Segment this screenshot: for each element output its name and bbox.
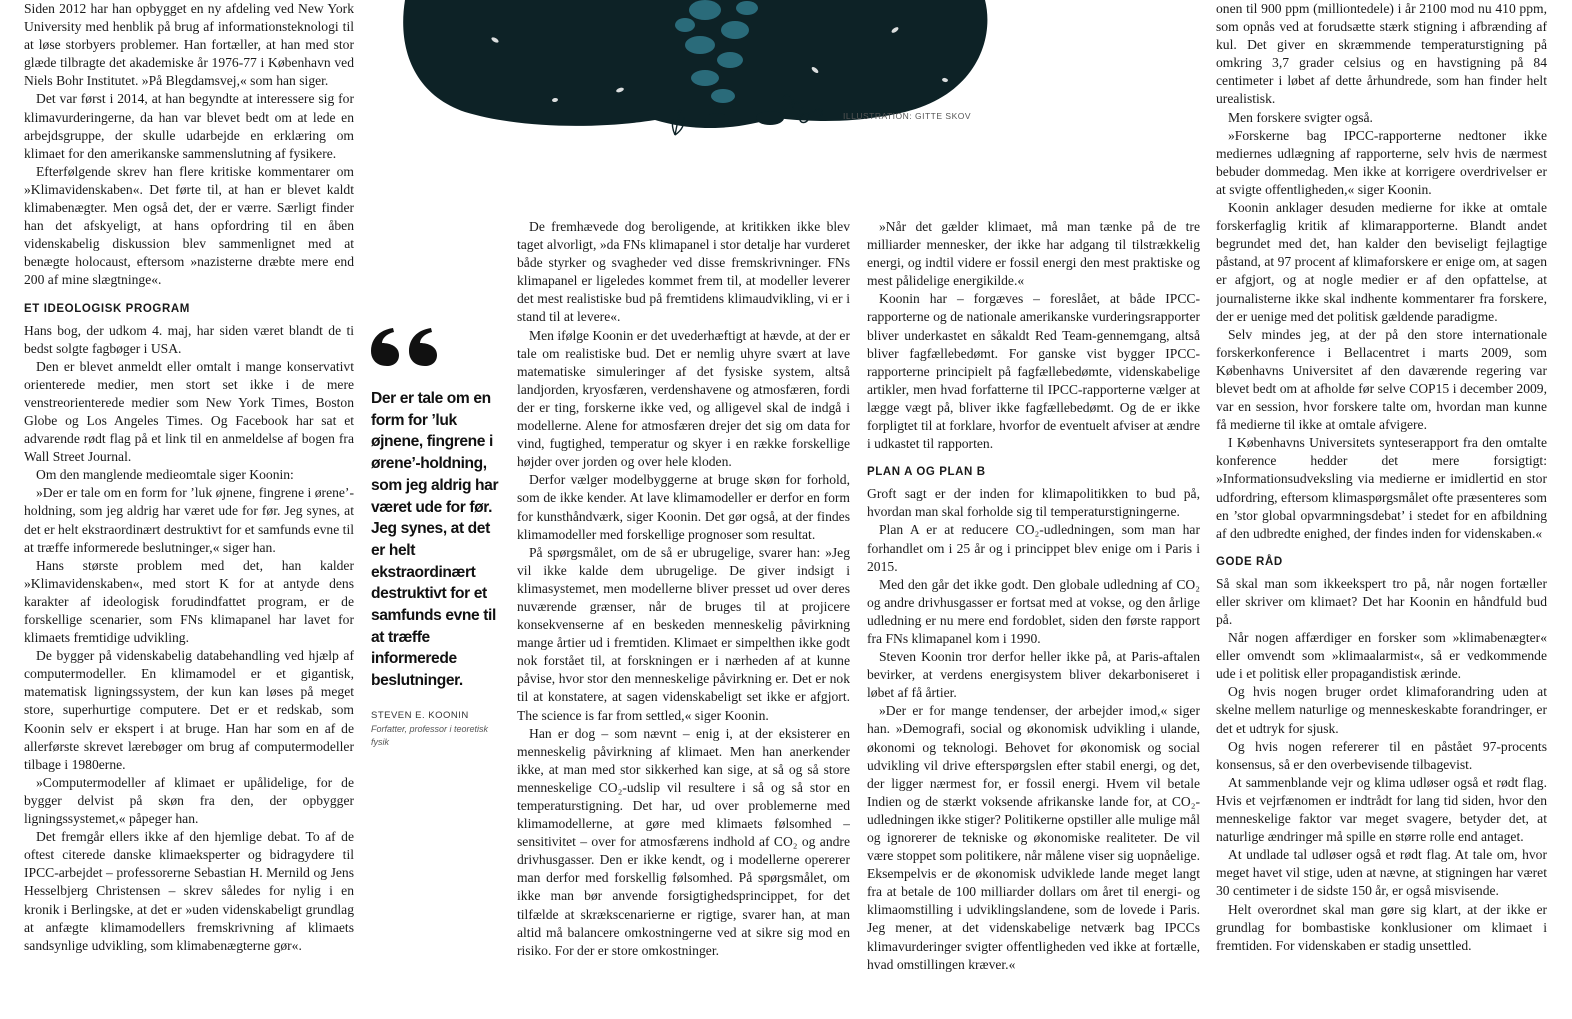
paragraph: Koonin anklager desuden medierne for ikke at omtale forskerfaglig kritik af klimarapporterne. Blandt andet begrundet med det, han kalder den beviseligt fejlagtige påstand, at 97 procent af klimaforskere er enige om, at sagen er afgjort, og at nogle medier er af den opfattelse, at journalisterne ikke skal indhente kommentarer fra forskere, der er uenige med det politisk gældende paradigme.: [1216, 200, 1547, 324]
paragraph: I Københavns Universitets synteserapport fra den omtalte konference hedder det mere forsigtigt: »Informationsudveksling via medierne er imidlertid en stor udfordring, eftersom klimaspørgsmålet ofte præsenteres som en ’stor global opvarmningsdebat’ i stedet for en afbildning af den udbredte enighed, der findes inden for videnskaben.«: [1216, 435, 1547, 541]
paragraph: »Når det gælder klimaet, må man tænke på de tre milliarder mennesker, der ikke har adgang til tilstrækkelig energi, og indtil videre er fossil energi den mest praktiske og mest pålidelige energikilde.«: [867, 219, 1200, 289]
paragraph: »Der er for mange tendenser, der arbejder imod,« siger han. »Demografi, social og økonomisk udvikling i ulande, økonomi og teknologi. Behovet for økonomisk og social udvikling vil drive efterspørgslen efter stabil energi, og det, der ligger nærmest for, er fossil energi. Hvem vil betale Indien og de stærkt voksende afrikanske lande for, at CO₂-udledningen ikke stiger? Politikerne opstiller alle mulige mål og ignorerer de tekniske og økonomiske realiteter. De vil være stoppet som politikere, når målene viser sig uopnåelige. Eksempelvis er de økonomisk udviklede lande meget langt fra at betale de 100 milliarder dollars om året til energi- og klimaomstilling i udviklingslandene, som de lovede i Paris. Jeg mener, at det videnskabelige netværk bag IPCCs klimavurderinger svigter offentligheden ved ikke at fortælle, hvad omstillingen kræver.«: [867, 703, 1200, 972]
illustration-credit: ILLUSTRATION: GITTE SKOV: [843, 111, 972, 121]
paragraph: Med den går det ikke godt. Den globale udledning af CO₂ og andre drivhusgasser er fortsat med at vokse, og den årlige udledning er nu mere end fordoblet, siden den første rapport fra FNs klimapanel kom i 1990.: [867, 576, 1200, 646]
paragraph: Han er dog – som nævnt – enig i, at der eksisterer en menneskelig påvirkning af klimaet. Men han anerkender ikke, at man med stor sikkerhed kan sige, at så og så store menneskelige CO₂-udslip vil resultere i så og så stor en temperaturstigning. Det har, ud over problemerne med klimamodellerne, at gøre med klimaets følsomhed – sensitivitet – over for atmosfærens indhold af CO₂ og andre drivhusgasser. Den er ikke kendt, og i modellerne opererer man derfor med forskellig følsomhed. På spørgsmålet, om ikke man bør anvende forsigtighedsprincippet, for det tilfælde at skrækscenarierne er rigtige, svarer han, at man altid må balancere omkostningerne ved at sikre sig mod en risiko. For der er store omkostninger.: [517, 725, 850, 958]
paragraph: Efterfølgende skrev han flere kritiske kommentarer om »Klimavidenskaben«. Det førte til, at han er blevet kaldt klimabenægter. Men også det, der er værre. Særligt finder han det afskyeligt, at hans opfordring til en åben videnskabelig diskussion blev sammenlignet med at benægte holocaust, eftersom »nazisterne dræbte mere end 200 af mine slægtninge«.: [24, 163, 354, 288]
section-heading: ET IDEOLOGISK PROGRAM: [24, 302, 190, 315]
paragraph: Den er blevet anmeldt eller omtalt i mange konservativt orienterede medier, men stort set ikke i de mere venstreorienterede medier som New York Times, Boston Globe og Los Angeles Times. Og Facebook har sat et advarende rødt flag på et link til en anmeldelse af bogen fra Wall Street Journal.: [24, 358, 354, 465]
pull-quote-text: Der er tale om en form for ’luk øjnene, fingrene i ørene’-holdning, som jeg aldrig har været ude for før. Jeg synes, at det er helt ekstraordinært destruktivt for et samfunds evne til at træffe informerede beslutninger.: [371, 390, 499, 690]
pull-quote: [371, 326, 501, 749]
paragraph: De fremhævede dog beroligende, at kritikken ikke blev taget alvorligt, »da FNs klimapanel i stor detalje har vurderet både styrker og svagheder ved disse fremskrivninger. FNs klimapanel er ligeledes kommet frem til, at modeller leverer det mest realistiske bud på fremtidens klimaudvikling, vi er i stand til at levere«.: [517, 219, 850, 325]
paragraph: Plan A er at reducere CO₂-udledningen, som man har forhandlet om i 25 år og i princippet blev enige om i Paris i 2015.: [867, 522, 1200, 574]
quote-mark-icon: [371, 326, 439, 368]
paragraph: Selv mindes jeg, at der på den store internationale forskerkonference i Bellacentret i marts 2009, som Københavns Universitet af den daværende regering var blevet bedt om at afholde før selve COP15 i december 2009, var en session, hvor forskere talte om, hvordan man kunne få medierne til ikke at omtale afvigere.: [1216, 326, 1547, 433]
paragraph: »Der er tale om en form for ’luk øjnene, fingrene i ørene’-holdning, som jeg aldrig har været ude for før. Jeg synes, at det er helt ekstraordinært destruktivt for et samfunds evne til at træffe informerede beslutninger,« siger han.: [24, 485, 354, 555]
paragraph: »Forskerne bag IPCC-rapporterne nedtoner ikke mediernes udlægning af rapporterne, selv hvis de nærmest bebuder dommedag. Men ikke at korrigere overdrivelser er at svigte offentligheden,« siger Koonin.: [1216, 127, 1547, 197]
article-column-1: [24, 0, 354, 1019]
paragraph: Groft sagt er der inden for klimapolitikken to bud på, hvordan man skal forholde sig til temperaturstigningerne.: [867, 486, 1200, 520]
paragraph: Om den manglende medieomtale siger Koonin:: [36, 467, 294, 483]
paragraph: Og hvis nogen bruger ordet klimaforandring uden at skelne mellem naturlige og menneskeskabte forandringer, er det et udtryk for sjusk.: [1216, 684, 1547, 736]
paragraph: Det var først i 2014, at han begyndte at interessere sig for klimavurderingerne, da han var blevet bedt om at lede en arbejdsgruppe, der skulle udarbejde en erklæring om klimaet for den amerikanske sammenslutning af fysikere.: [24, 91, 354, 161]
article-column-5: [1216, 0, 1547, 1019]
paragraph: Hans største problem med det, han kalder »Klimavidenskaben«, med stort K for at antyde dens karakter af ideologisk forudindfattet program, er de forskellige scenarier, som FNs klimapanel har lavet for klimaets fremtidige udvikling.: [24, 557, 354, 646]
paragraph: Men forskere svigter også.: [1228, 109, 1373, 125]
paragraph: De bygger på videnskabelig databehandling ved hjælp af computermodeller. En klimamodel er et gigantisk, matematisk ligningssystem, der kun kan løses på meget store, superhurtige computere. Det er et redskab, som Koonin selv er ekspert i at bruge. Han har som en af de allerførste skrevet lærebøger om brug af computermodeller tilbage i 1980erne.: [24, 648, 354, 772]
paragraph: Steven Koonin tror derfor heller ikke på, at Paris-aftalen bevirker, at verdens energisystem bliver dekarboniseret i løbet af få årtier.: [867, 649, 1200, 701]
article-column-4: [867, 218, 1200, 1019]
paragraph: Når nogen affærdiger en forsker som »klimabenægter« eller omvendt som »klimaalarmist«, så er vedkommende ude i et politisk eller propagandistisk ærinde.: [1216, 630, 1547, 682]
paragraph: Det fremgår ellers ikke af den hjemlige debat. To af de oftest citerede danske klimaeksperter og bidragydere til IPCC-arbejdet – professorerne Sebastian H. Mernild og Jens Hesselbjerg Christensen – skrev således for nylig i en kronik i Berlingske, at det er »uden videnskabeligt grundlag at anfægte klimamodellers fremskrivning af klimaets sandsynlige udvikling, som klimabenægterne gør«.: [24, 829, 354, 953]
paragraph: Helt overordnet skal man gøre sig klart, at der ikke er grundlag for bombastiske konklusioner om klimaet i fremtiden. For videnskaben er stadig unsettled.: [1216, 901, 1547, 953]
pull-quote-role: Forfatter, professor i teoretisk fysik: [371, 723, 489, 747]
illustration-graphic: [375, 0, 1015, 145]
paragraph: På spørgsmålet, om de så er ubrugelige, svarer han: »Jeg vil ikke kalde dem ubrugelige. De giver indsigt i klimasystemet, men modellerne bliver presset ud over deres nuværende grænser, når de bruges til at projicere konsekvenserne af en beskeden menneskelig påvirkning mange årtier ud i fremtiden. Klimaet er simpelthen ikke godt nok forstået til, at forskningen er i nærheden af at kunne påvise, hvor stor den menneskelige påvirkning er. Det er nok til at konstatere, at sagen videnskabeligt set ikke er afgjort. The science is far from settled,« siger Koonin.: [517, 544, 850, 723]
paragraph: Derfor vælger modelbyggerne at bruge skøn for forhold, som de ikke kender. At lave klimamodeller er derfor en form for kunsthåndværk, siger Koonin. Det gør også, at der findes klimamodeller med forskellige prognoser som resultat.: [517, 472, 850, 542]
section-heading: PLAN A OG PLAN B: [867, 466, 986, 479]
illustration: [375, 0, 1015, 145]
paragraph: Og hvis nogen refererer til en påstået 97-procents konsensus, så er den overbevisende tilbagevist.: [1216, 738, 1547, 772]
pull-quote-author: STEVEN E. KOONIN: [371, 709, 469, 721]
paragraph: Så skal man som ikkeekspert tro på, når nogen fortæller eller skriver om klimaet? Det har Koonin en håndfuld bud på.: [1216, 575, 1547, 627]
paragraph: »Computermodeller af klimaet er upålidelige, for de bygger delvist på skøn fra den, der opbygger ligningssystemet,« påpeger han.: [24, 774, 354, 827]
paragraph: At sammenblande vejr og klima udløser også et rødt flag. Hvis et vejrfænomen er indtrådt for lang tid siden, hvor den menneskelige faktor var meget svagere, betyder det, at naturlige ændringer må spille en større rolle end antaget.: [1216, 774, 1547, 845]
section-heading: GODE RÅD: [1216, 555, 1283, 568]
paragraph: Men ifølge Koonin er det uvederhæftigt at hævde, at der er tale om realistiske bud. Det er nemlig uhyre svært at lave matematiske simuleringer af det fysiske system, altså landjorden, kryosfæren, verdenshavene og atmosfæren, fordi der er ting, forskerne ikke ved, og alligevel skal de indgå i modellerne. Alene for atmosfæren drejer det sig om data for vind, fugtighed, temperatur og skyer i en række forskellige højder over jorden og over hele kloden.: [517, 327, 850, 470]
paragraph: Siden 2012 har han opbygget en ny afdeling ved New York University med henblik på brug af informationsteknologi til at løse storbyers problemer. Han fortæller, at han med stor glæde tilbragte det akademiske år 1976-77 i København ved Niels Bohr Institutet. »På Blegdamsvej,« som han siger.: [24, 1, 354, 89]
article-column-3: [517, 218, 850, 1019]
paragraph: Koonin har – forgæves – foreslået, at både IPCC-rapporterne og de nationale amerikanske vurderingsrapporter bliver underkastet en såkaldt Red Team-gennemgang, altså bliver fagfællebedømt. For ganske vist bygger IPCC-rapporterne principielt på fagfællebedømte, videnskabelige artikler, men hvad forfatterne til IPCC-rapporterne vælger at lægge vægt på, bliver ikke fagfællebedømt. Og de er ikke forpligtet til at forklare, hvorfor de eventuelt afviser at ændre i udkastet til rapporten.: [867, 291, 1200, 452]
paragraph: Hans bog, der udkom 4. maj, har siden været blandt de ti bedst solgte fagbøger i USA.: [24, 322, 354, 356]
paragraph: At undlade tal udløser også et rødt flag. At tale om, hvor meget havet vil stige, uden at nævne, at stigningen har været 30 centimeter i de sidste 150 år, er også misvisende.: [1216, 847, 1547, 899]
paragraph: onen til 900 ppm (milliontedele) i år 2100 mod nu 410 ppm, som opnås ved at forudsætte stærk stigning i afbrænding af kul. Det giver en skræmmende temperaturstigning på omkring 3,7 grader celsius og en havstigning på 84 centimeter i løbet af dette århundrede, som han finder helt urealistisk.: [1216, 1, 1547, 107]
